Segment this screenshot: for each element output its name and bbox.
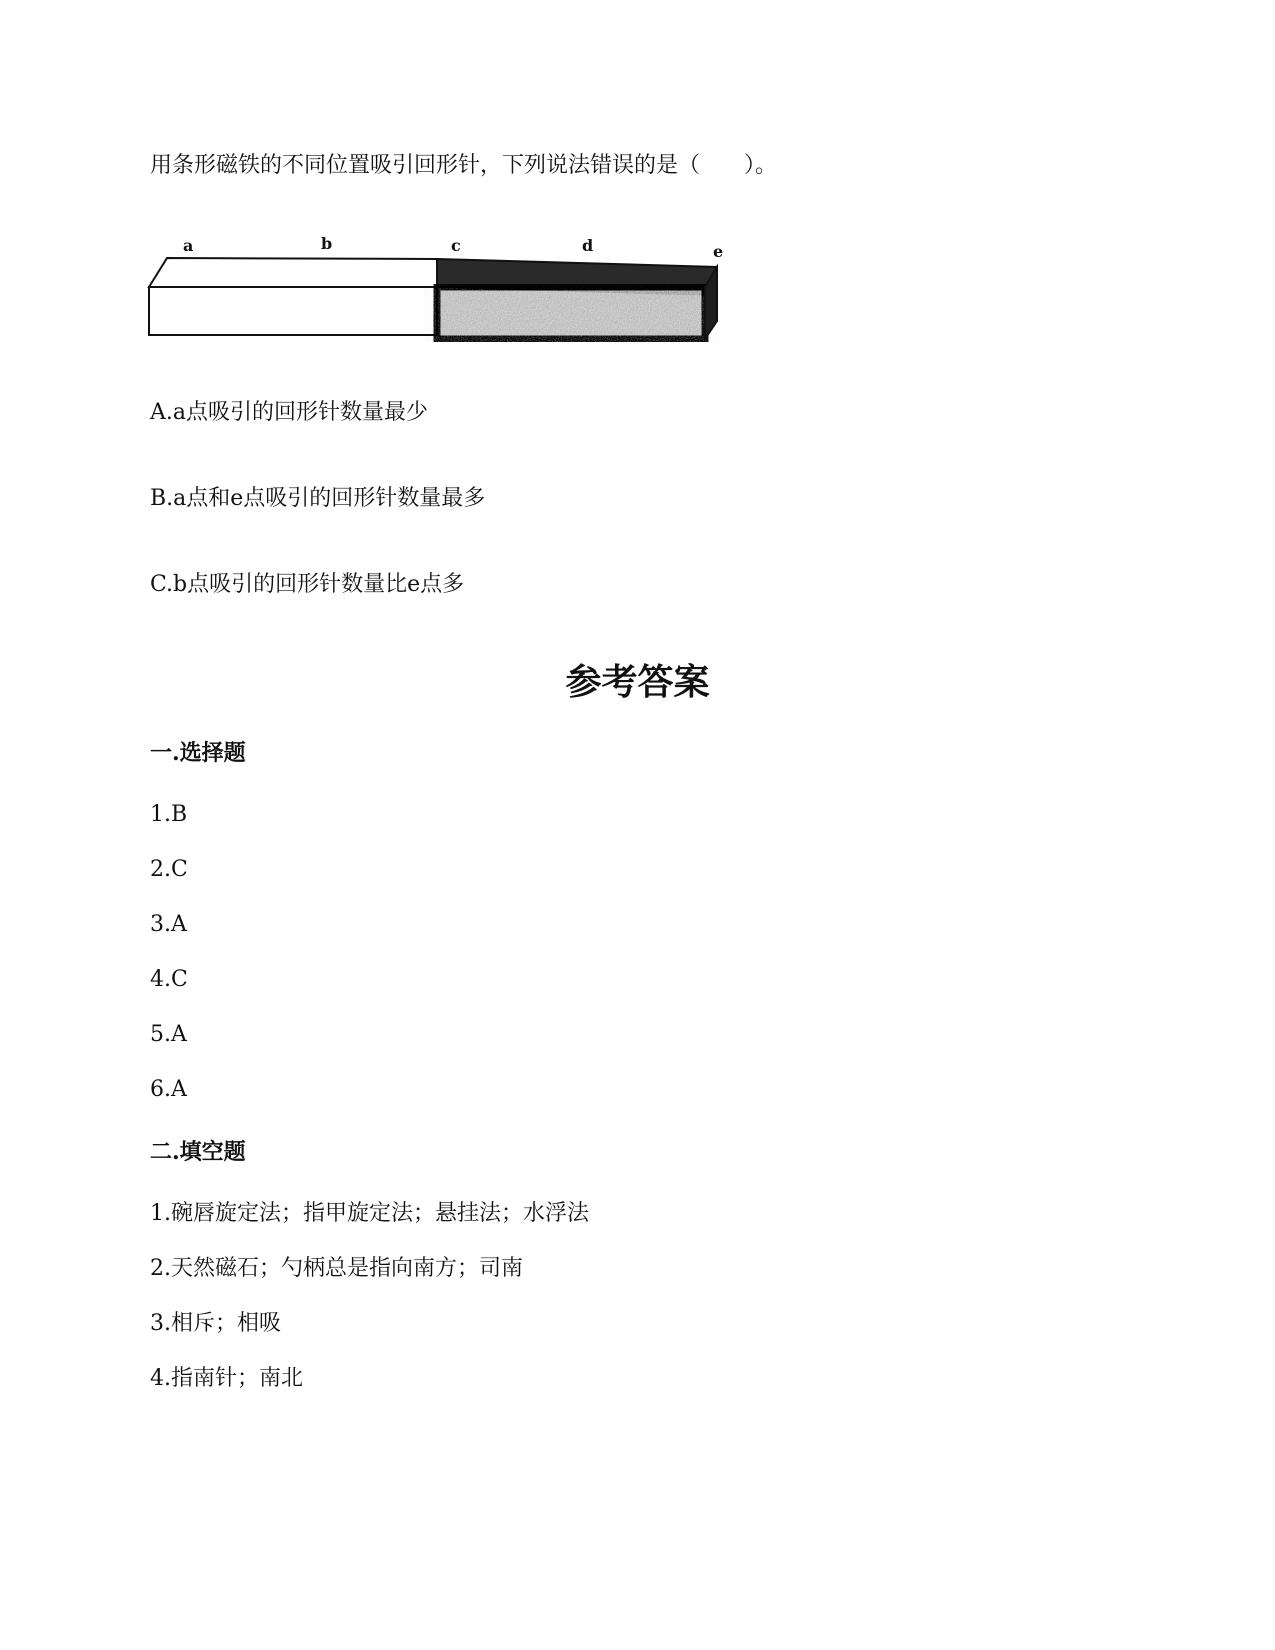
magnet-white-top-face: [149, 258, 437, 287]
answer-item: 4.C: [150, 967, 188, 992]
figure-label-e: e: [713, 242, 724, 261]
question-stem: 用条形磁铁的不同位置吸引回形针，下列说法错误的是（ ）。: [150, 153, 778, 178]
option-a: A.a点吸引的回形针数量最少: [150, 400, 428, 425]
figure-label-c: c: [451, 236, 461, 255]
section2-heading: 二.填空题: [150, 1139, 246, 1165]
option-b: B.a点和e点吸引的回形针数量最多: [150, 486, 486, 511]
answers-title: 参考答案: [565, 661, 710, 703]
bar-magnet-figure: [145, 235, 735, 360]
answer-item: 4.指南针；南北: [150, 1366, 303, 1391]
figure-label-b: b: [321, 235, 333, 253]
answer-item: 2.C: [150, 857, 188, 882]
section1-heading: 一.选择题: [150, 740, 246, 766]
magnet-dark-front-face: [437, 287, 705, 339]
magnet-white-front-face: [149, 287, 437, 335]
figure-label-a: a: [183, 236, 194, 255]
answer-item: 3.A: [150, 912, 187, 937]
answer-item: 2.天然磁石；勺柄总是指向南方；司南: [150, 1256, 523, 1281]
answer-item: 1.B: [150, 802, 188, 827]
answer-item: 3.相斥；相吸: [150, 1311, 281, 1336]
answer-item: 5.A: [150, 1022, 187, 1047]
answer-item: 1.碗唇旋定法；指甲旋定法；悬挂法；水浮法: [150, 1201, 589, 1226]
option-c: C.b点吸引的回形针数量比e点多: [150, 572, 465, 597]
answer-item: 6.A: [150, 1077, 187, 1102]
figure-label-d: d: [582, 236, 594, 255]
